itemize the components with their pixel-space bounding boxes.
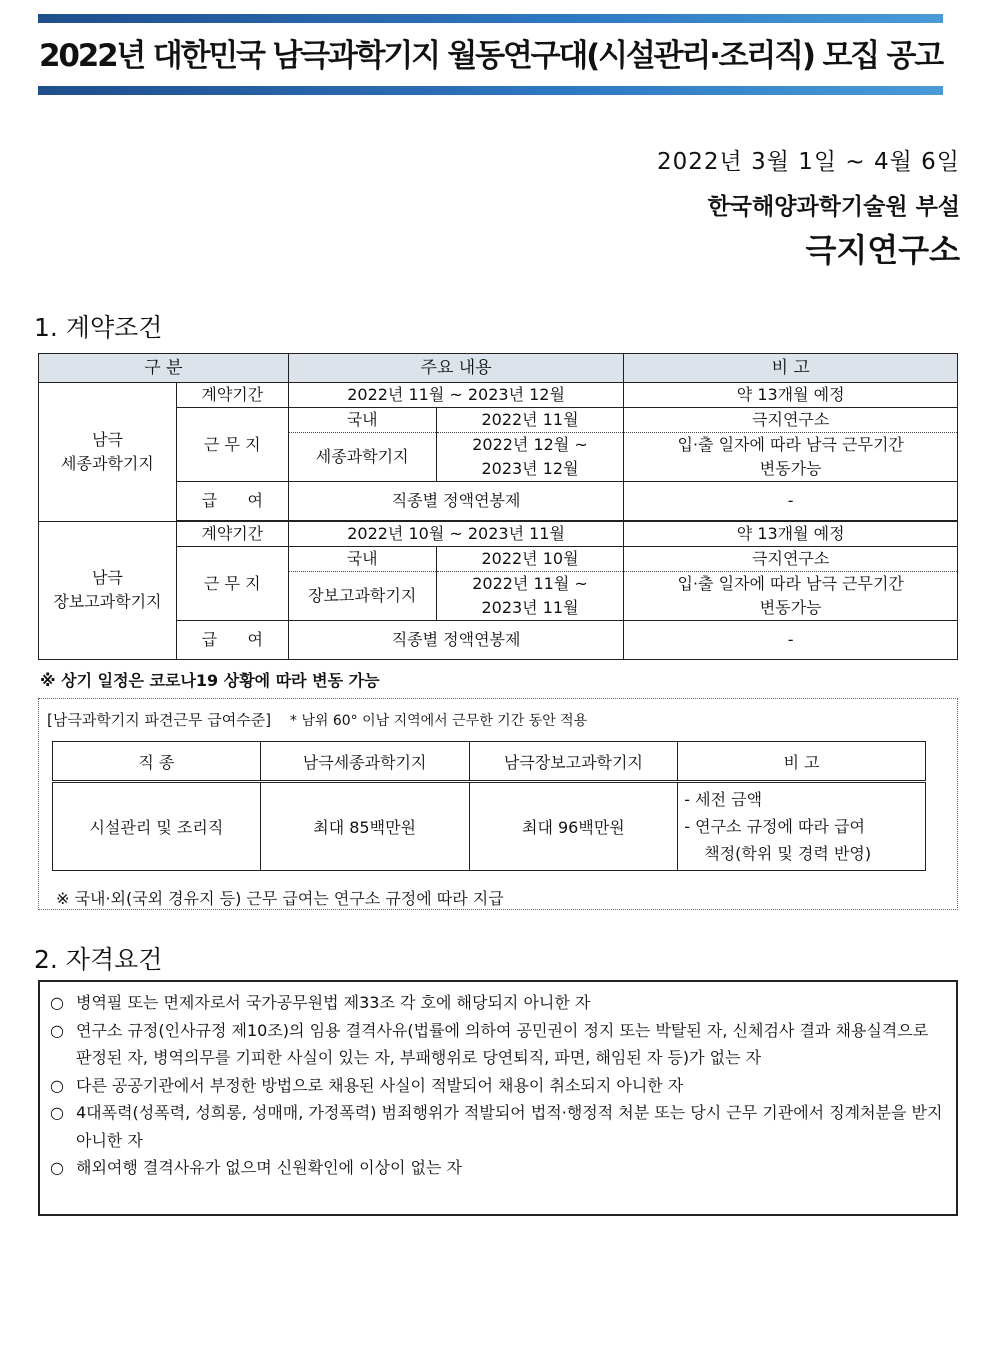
circle-bullet-icon: ○ <box>50 1020 64 1040</box>
requirement-text: 4대폭력(성폭력, 성희롱, 성매매, 가정폭력) 범죄행위가 적발되어 법적·행정적 처분 또는 당시 근무 기관에서 징계처분을 받지 아니한 자 <box>76 1103 943 1150</box>
table-header-row <box>39 354 958 383</box>
salary-label: 급 여 <box>176 482 288 522</box>
salary-box-title <box>47 709 587 730</box>
requirement-text: 병역필 또는 면제자로서 국가공무원법 제33조 각 호에 해당되지 아니한 자 <box>76 993 591 1012</box>
list-item <box>50 989 944 1017</box>
station-name-sejong: 남극 세종과학기지 <box>39 383 177 522</box>
sejong-salary: 최대 85백만원 <box>260 782 469 871</box>
contract-conditions-table <box>38 353 958 660</box>
circle-bullet-icon: ○ <box>50 1075 64 1095</box>
site-note: 입·출 일자에 따라 남극 근무기간 변동가능 <box>624 572 958 621</box>
table-row <box>39 621 958 660</box>
domestic-date: 2022년 11월 <box>436 408 624 433</box>
job-type: 시설관리 및 조리직 <box>53 782 261 871</box>
page-title: 2022년 대한민국 남극과학기지 월동연구대(시설관리·조리직) 모집 공고 <box>38 38 943 74</box>
table-row <box>39 521 958 547</box>
salary-value: 직종별 정액연봉제 <box>288 621 624 660</box>
header-category: 구 분 <box>39 354 289 383</box>
salary-table <box>52 741 926 871</box>
station-name-jangbogo: 남극 장보고과학기지 <box>39 521 177 660</box>
domestic-note: 극지연구소 <box>624 547 958 572</box>
contract-note: 약 13개월 예정 <box>624 383 958 408</box>
site-date: 2022년 11월 ~ 2023년 11월 <box>436 572 624 621</box>
remark-line: - 세전 금액 <box>684 790 763 809</box>
site-label: 장보고과학기지 <box>288 572 436 621</box>
domestic-label: 국내 <box>288 408 436 433</box>
section1-heading: 1. 계약조건 <box>34 313 163 342</box>
site-note: 입·출 일자에 따라 남극 근무기간 변동가능 <box>624 433 958 482</box>
contract-label: 계약기간 <box>176 521 288 547</box>
organization-name: 극지연구소 <box>805 231 960 269</box>
salary-note: - <box>624 621 958 660</box>
remark-line: 책정(학위 및 경력 반영) <box>704 844 872 863</box>
remark-line: - 연구소 규정에 따라 급여 <box>684 817 865 836</box>
requirements-box <box>38 980 958 1216</box>
table-row <box>39 408 958 433</box>
contract-note: 약 13개월 예정 <box>624 521 958 547</box>
salary-label: 급 여 <box>176 621 288 660</box>
table-row <box>53 782 926 871</box>
site-label: 세종과학기지 <box>288 433 436 482</box>
contract-period: 2022년 11월 ~ 2023년 12월 <box>288 383 624 408</box>
announcement-date: 2022년 3월 1일 ~ 4월 6일 <box>657 149 960 175</box>
section2-heading: 2. 자격요건 <box>34 945 163 974</box>
circle-bullet-icon: ○ <box>50 1158 64 1177</box>
schedule-note: ※ 상기 일정은 코로나19 상황에 따라 변동 가능 <box>40 671 380 690</box>
site-date: 2022년 12월 ~ 2023년 12월 <box>436 433 624 482</box>
header-job: 직 종 <box>53 742 261 782</box>
organization-parent: 한국해양과학기술원 부설 <box>707 194 960 220</box>
domestic-note: 극지연구소 <box>624 408 958 433</box>
contract-label: 계약기간 <box>176 383 288 408</box>
salary-value: 직종별 정액연봉제 <box>288 482 624 522</box>
work-location-label: 근 무 지 <box>176 408 288 482</box>
header-sejong: 남극세종과학기지 <box>260 742 469 782</box>
salary-box-title-text: [남극과학기지 파견근무 급여수준] <box>47 711 272 729</box>
salary-remarks <box>678 782 926 871</box>
title-bar-bottom <box>38 86 943 95</box>
circle-bullet-icon: ○ <box>50 993 64 1012</box>
header-content: 주요 내용 <box>288 354 624 383</box>
contract-period: 2022년 10월 ~ 2023년 11월 <box>288 521 624 547</box>
circle-bullet-icon: ○ <box>50 1103 64 1122</box>
work-location-label: 근 무 지 <box>176 547 288 621</box>
domestic-salary-note: ※ 국내·외(국외 경유지 등) 근무 급여는 연구소 규정에 따라 지급 <box>56 889 504 908</box>
list-item <box>50 1099 944 1154</box>
salary-note: - <box>624 482 958 522</box>
salary-level-box <box>38 698 958 910</box>
header-jangbogo: 남극장보고과학기지 <box>469 742 678 782</box>
table-row <box>39 547 958 572</box>
title-bar-top <box>38 14 943 23</box>
requirement-text: 다른 공공기관에서 부정한 방법으로 채용된 사실이 적발되어 채용이 취소되지 아니한 자 <box>76 1075 684 1095</box>
header-remarks: 비 고 <box>678 742 926 782</box>
table-row <box>39 482 958 522</box>
domestic-label: 국내 <box>288 547 436 572</box>
list-item <box>50 1017 944 1072</box>
domestic-date: 2022년 10월 <box>436 547 624 572</box>
list-item <box>50 1154 944 1182</box>
salary-box-subtitle: * 남위 60° 이남 지역에서 근무한 기간 동안 적용 <box>289 713 588 729</box>
jangbogo-salary: 최대 96백만원 <box>469 782 678 871</box>
table-row <box>39 383 958 408</box>
requirement-text: 연구소 규정(인사규정 제10조)의 임용 결격사유(법률에 의하여 공민권이 정지 또는 박탈된 자, 신체검사 결과 채용실격으로 판정된 자, 병역의무를 기피한 사실이 있는 자, 부패행위로 당연퇴직, 파면, 해임된 자 등)가 없는 자 <box>76 1020 929 1067</box>
salary-table-header <box>53 742 926 782</box>
requirement-text: 해외여행 결격사유가 없으며 신원확인에 이상이 없는 자 <box>76 1158 463 1177</box>
header-remarks: 비 고 <box>624 354 958 383</box>
list-item <box>50 1072 944 1100</box>
